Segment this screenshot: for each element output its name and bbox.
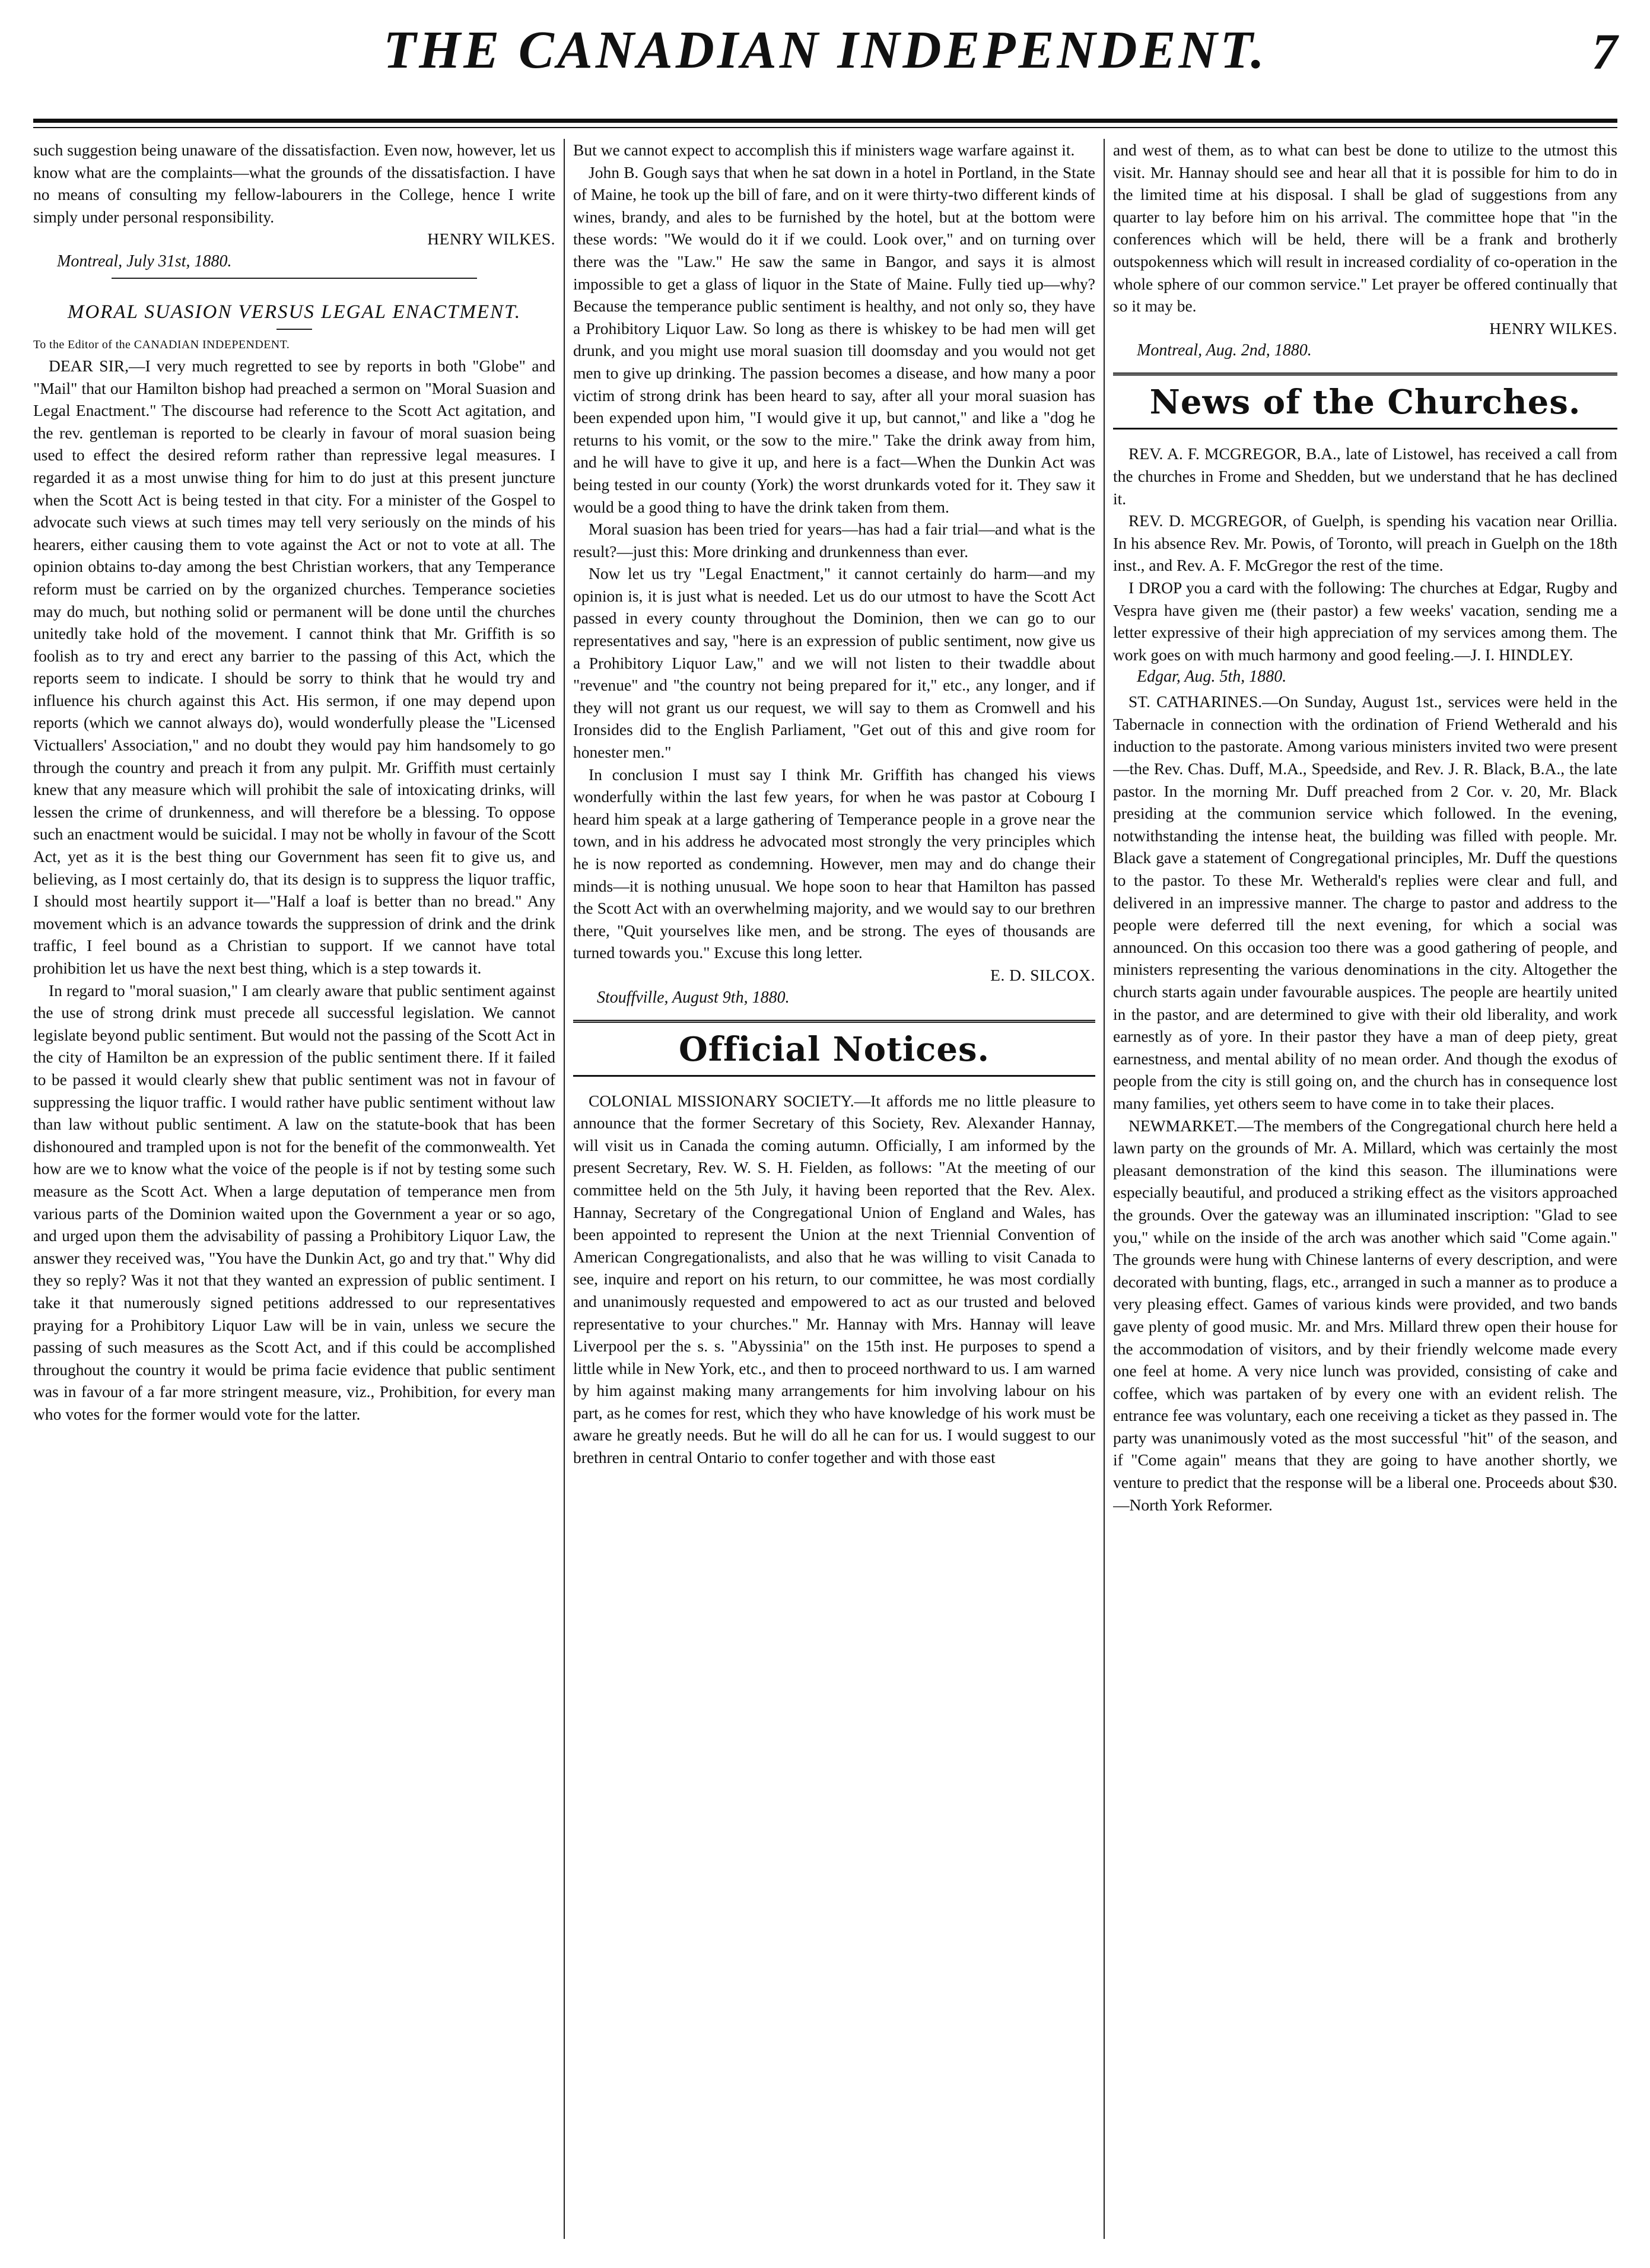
publication-title: THE CANADIAN INDEPENDENT. xyxy=(383,21,1267,79)
section-heading: Official Notices. xyxy=(678,1029,990,1069)
article-title: MORAL SUASION VERSUS LEGAL ENACTMENT. xyxy=(67,301,522,323)
paragraph: John B. Gough says that when he sat down in a hotel in Portland, in the State of Maine, he took up the bill of fare, and on it were thirty-two different kinds of wines, brandy, and ales to be furnished by the hotel, but at the bottom were these words: "We would do it if we could. Look over," and on turning over there was the "Law." He saw the same in Bangor, and says it is almost impossible to get a glass of liquor in the State of Maine. Fully tied up—why? Because the temperance public sentiment is healthy, and not only so, they have a Prohibitory Liquor Law. So long as there is whiskey to be had men will get drunk, and you might use moral suasion till doomsday and you would not get men to give up drinking. The passion becomes a disease, and how many a poor victim of strong drink has been heard to say, after all your moral suasion has been expended upon him, "I would give it up, but cannot," and like a "dog he returns to his vomit, or the sow to the mire." Take the drink away from him, and he will have to give it up, and here is a fact—When the Dunkin Act was being tested in our county (York) the worst drunkards voted for it. They saw it would be a good thing to have the drink taken from them. xyxy=(573,163,1095,516)
paragraph: REV. A. F. MCGREGOR, B.A., late of Listowel, has received a call from the churches in Frome and Shedden, but we understand that he has declined it. xyxy=(1113,444,1617,508)
paragraph: DEAR SIR,—I very much regretted to see by reports in both "Globe" and "Mail" that our Hamilton bishop had preached a sermon on "Moral Suasion and Legal Enactment." The discourse had reference to the Scott Act agitation, and the rev. gentleman is reported to be clearly in favour of moral suasion being used to effect the desired reform rather than repressive legal measures. I regarded it as a most unwise thing for him to do just at this present juncture when the Scott Act is being tested in that city. For a minister of the Gospel to advocate such views at such times may tell very seriously on the minds of his hearers, either causing them to vote against the Act or not to vote at all. The opinion obtains to-day among the best Christian workers, that any Temperance reform must be carried on by the organized churches. Temperance societies may do much, but nothing solid or permanent will be done until the churches unitedly take hold of the movement. I cannot think that Mr. Griffith is so foolish as to try and erect any barrier to the passing of this Act, which the reports seem to indicate. I should be sorry to think that he would try and influence his church against this Act. His sermon, if one may depend upon reports (which we cannot always do), would wonderfully please the "Licensed Victuallers' Association," and no doubt they would pay him handsomely to go through the country and preach it from any pulpit. Mr. Griffith must certainly knew that any measure which will prohibit the sale of intoxicating drinks, will lessen the crime of drunkenness, and will therefore be a blessing. To oppose such an enactment would be suicidal. I may not be wholly in favour of the Scott Act, yet as it is the best thing our Government has seen fit to give us, and believing, as I most certainly do, that its design is to suppress the liquor traffic, I should most heartily support it—"Half a loaf is better than no bread." Any movement which is an advance towards the suppression of drink and the drink traffic, I feel bound as a Christian to support. If we cannot have total prohibition let us have the next best thing, which is a step towards it. xyxy=(33,356,555,977)
dateline: Montreal, Aug. 2nd, 1880. xyxy=(1137,341,1312,360)
paragraph: NEWMARKET.—The members of the Congregational church here held a lawn party on the grounds of Mr. A. Millard, which was certainly the most pleasant demonstration of the kind this season. The illuminations were especially beautiful, and produced a striking effect as the visitors approached the grounds. Over the gateway was an illuminated inscription: "Glad to see you," while on the inside of the arch was another which said "Come again." The grounds were hung with Chinese lanterns of every description, and were decorated with bunting, flags, etc., arranged in such a manner as to produce a very pleasing effect. Games of various kinds were provided, and two bands gave plenty of good music. Mr. and Mrs. Millard threw open their house for the accommodation of visitors, and by their friendly welcome made every one feel at home. A very nice lunch was provided, consisting of cake and coffee, which was partaken of by every one with an evident relish. The entrance fee was voluntary, each one receiving a ticket as they passed in. The party was unanimously voted as the most successful "hit" of the season, and if "Come again" means that they are going to have another shortly, we venture to predict that the response will be a liberal one. Proceeds about $30.—North York Reformer. xyxy=(1113,1116,1617,1514)
paragraph: In conclusion I must say I think Mr. Griffith has changed his views wonderfully within the last few years, for when he was pastor at Cobourg I heard him speak at a large gathering of Temperance people in a grove near the town, and in his address he advocated most strongly the very principles which he is now reported as condemning. However, men may and do change their minds—it is nothing unusual. We hope soon to hear that Hamilton has passed the Scott Act with an overwhelming majority, and we would say to our brethren there, "Quit yourselves like men, and be strong. The eyes of thousands are turned towards you." Excuse this long letter. xyxy=(573,765,1095,962)
paragraph: I DROP you a card with the following: The churches at Edgar, Rugby and Vespra have given me (their pastor) a few weeks' vacation, sending me a letter expressive of their high appreciation of my services among them. The work goes on with much harmony and good feeling.—J. I. HINDLEY. xyxy=(1113,578,1617,664)
section-heading: News of the Churches. xyxy=(1149,383,1581,422)
signature xyxy=(33,228,555,250)
dateline: Edgar, Aug. 5th, 1880. xyxy=(1137,667,1287,686)
column-divider xyxy=(564,139,565,2239)
column-divider xyxy=(1104,139,1105,2239)
masthead-rule-thin xyxy=(33,127,1617,128)
paragraph: REV. D. MCGREGOR, of Guelph, is spending his vacation near Orillia. In his absence Rev. Mr. Powis, of Toronto, will preach in Guelph on the 18th inst., and Rev. A. F. McGregor the rest of the time. xyxy=(1113,511,1617,575)
separator-rule xyxy=(112,278,477,279)
signature-text: HENRY WILKES. xyxy=(1489,319,1617,338)
page-number: 7 xyxy=(1592,23,1617,80)
column-1 xyxy=(33,139,555,2239)
news-of-churches-banner xyxy=(1113,373,1617,430)
short-rule xyxy=(276,329,312,330)
paragraph: In regard to "moral suasion," I am clearly aware that public sentiment against the use of strong drink must precede all successful legislation. We cannot legislate beyond public sentiment. But would not the passing of the Scott Act in the city of Hamilton be an expression of the public sentiment there. If it failed to be passed it would clearly shew that public sentiment was not in favour of suppressing the liquor traffic. I would rather have public sentiment without law than law without public sentiment. A law on the statute-book that has been dishonoured and trampled upon is not for the benefit of the commonwealth. Yet how are we to know what the voice of the people is if not by testing some such measure as the Scott Act. When a large deputation of temperance men from various parts of the Dominion waited upon the Government a year or so ago, and urged upon them the advisability of passing a Prohibitory Liquor Law, the answer they received was, "You have the Dunkin Act, go and try that." Why did they so reply? Was it not that they wanted an expression of public sentiment. I take it that numerously signed petitions addressed to our representatives praying for a Prohibitory Liquor Law will be in vain, unless we secure the passing of such measures as the Scott Act, and if this could be accomplished throughout the country it would be prima facie evidence that public sentiment was in favour of a far more stringent measure, viz., Prohibition, for every man who votes for the former would vote for the latter. xyxy=(33,981,555,1423)
masthead-rule-thick xyxy=(33,119,1617,123)
official-notices-banner xyxy=(573,1020,1095,1077)
paragraph: COLONIAL MISSIONARY SOCIETY.—It affords me no little pleasure to announce that the former Secretary of this Society, Rev. Alexander Hannay, will visit us in Canada the coming autumn. Officially, I am informed by the present Secretary, Rev. W. S. H. Fielden, as follows: "At the meeting of our committee held on the 5th July, it having been reported that the Rev. Alex. Hannay, Secretary of the Congregational Union of England and Wales, has been appointed to represent the Union at the next Triennial Convention of American Congregationalists, and also that he was willing to visit Canada to see, inquire and report on his return, to our committee, he was most cordially and unanimously requested and empowered to act as our trusted and beloved representative to your churches." Mr. Hannay with Mrs. Hannay will leave Liverpool per the s. s. "Abyssinia" on the 15th inst. He purposes to spend a little while in New York, etc., and then to proceed northward to us. I am warned by him against making many arrangements for him involving labour on his part, as he comes for rest, which they who have knowledge of his work must be aware he greatly needs. But he will do all he can for us. I would suggest to our brethren in central Ontario to confer together and with those east xyxy=(573,1091,1095,1467)
columns xyxy=(33,139,1617,2239)
signature-text: HENRY WILKES. xyxy=(427,230,555,249)
paragraph: ST. CATHARINES.—On Sunday, August 1st., services were held in the Tabernacle in connection with the ordination of Friend Wetherald and his induction to the pastorate. Among various ministers invited two were present—the Rev. Chas. Duff, M.A., Speedside, and Rev. J. R. Black, B.A., the late pastor. In the morning Mr. Duff preached from 2 Cor. v. 20, Mr. Black presiding at the communion service which followed. In the evening, notwithstanding the intense heat, the building was filled with people. Mr. Black gave a statement of Congregational principles, Mr. Duff the questions to the pastor. To these Mr. Wetherald's replies were clear and full, and delivered in an impressive manner. The charge to pastor and address to the people were deferred till the next evening, for which a social was announced. On this occasion too there was a good gathering of people, and ministers representing the various denominations in the city. Altogether the church starts again under favourable auspices. The people are heartily united in the pastor, and are determined to give with their old liberality, and work earnestly as of yore. In their pastor they have a man of deep piety, great earnestness, and mental ability of no mean order. And though the exodus of people from the city is still going on, and the church has in consequence lost many families, yet others seem to have come in to take their places. xyxy=(1113,692,1617,1112)
dateline: Montreal, July 31st, 1880. xyxy=(57,252,232,271)
paragraph: But we cannot expect to accomplish this if ministers wage warfare against it. xyxy=(573,141,1075,159)
paragraph: and west of them, as to what can best be done to utilize to the utmost this visit. Mr. Hannay should see and hear all that it is possible for him to do in the limited time at his disposal. I shall be glad of suggestions from any quarter to lay before him on his arrival. The committee hope that "in the conferences which will be held, there will be a frank and brotherly outspokenness which will result in increased cordiality of co-operation in the whole sphere of our common service." Let prayer be offered continually that so it may be. xyxy=(1113,141,1617,316)
masthead xyxy=(33,13,1617,114)
paragraph: Moral suasion has been tried for years—has had a fair trial—and what is the result?—just this: More drinking and drunkenness than ever. xyxy=(573,520,1095,561)
to-editor-line: To the Editor of the CANADIAN INDEPENDENT. xyxy=(33,338,290,351)
signature xyxy=(573,964,1095,987)
paragraph: Now let us try "Legal Enactment," it cannot certainly do harm—and my opinion is, it is just what is needed. Let us do our utmost to have the Scott Act passed in every county throughout the Dominion, then we can go to our representatives and say, "here is an expression of public sentiment, now give us a Prohibitory Liquor Law," and we will not listen to their twaddle about "revenue" and "the country not being prepared for it," etc., any longer, and if they will not grant us our request, we will say to them as Cromwell and his Ironsides did to the English Parliament, "Get out of this and give room for honester men." xyxy=(573,564,1095,762)
newspaper-page xyxy=(33,13,1617,2256)
column-3 xyxy=(1113,139,1617,2239)
paragraph: such suggestion being unaware of the dissatisfaction. Even now, however, let us know what are the complaints—what the grounds of the dissatisfaction. I have no means of consulting my fellow-labourers in the College, hence I write simply under personal responsibility. xyxy=(33,141,555,226)
signature-text: E. D. SILCOX. xyxy=(990,965,1095,984)
column-2 xyxy=(573,139,1095,2239)
dateline: Stouffville, August 9th, 1880. xyxy=(597,988,790,1007)
signature xyxy=(1113,317,1617,340)
